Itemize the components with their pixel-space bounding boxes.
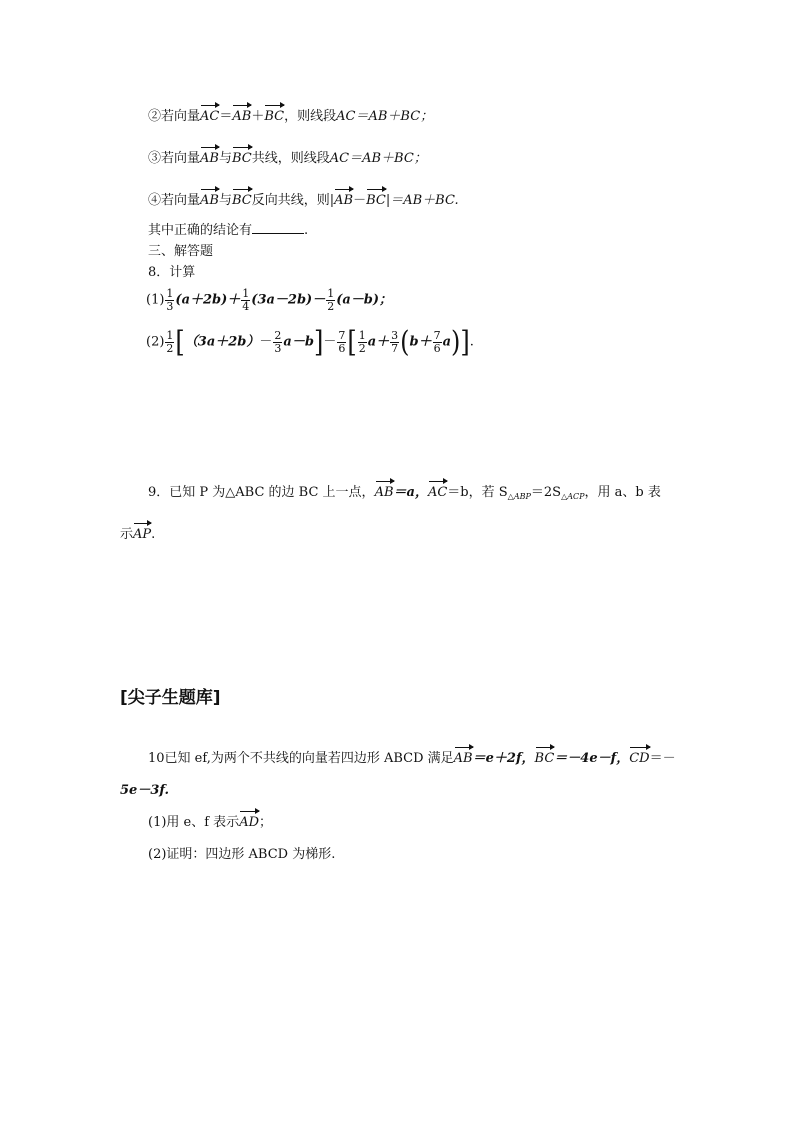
text: (1)用 e、f 表示	[148, 815, 240, 830]
text: ＝b，若 S	[447, 485, 508, 500]
segment-relation: AC＝AB＋BC；	[336, 109, 434, 124]
statement-2	[148, 110, 433, 123]
right-bracket: ]	[460, 325, 470, 359]
text: ＝	[219, 109, 233, 124]
question-9-cont	[120, 528, 155, 541]
expression: (a＋2b)＋	[175, 292, 241, 308]
item-number: ③	[148, 151, 162, 166]
text: 若向量	[161, 193, 201, 208]
answer-blank	[252, 233, 304, 234]
vector-ad: AD	[239, 815, 259, 830]
item-number: ④	[148, 193, 162, 208]
vector-ab: AB	[374, 485, 394, 500]
text: ，用 a、b 表	[584, 485, 661, 500]
left-bracket: [	[175, 325, 185, 359]
segment-relation: AC＝AB＋BC；	[329, 151, 427, 166]
text: ；	[259, 815, 273, 830]
vector-bc: BC	[232, 193, 252, 208]
question-8-title: 8．计算	[148, 265, 196, 280]
fraction: $\frac{7}{6}$	[433, 329, 441, 355]
statement-3	[148, 152, 427, 165]
vector-ac: AC	[427, 485, 448, 500]
question-bank-title: [尖子生题库]	[120, 688, 221, 708]
expression: a	[442, 334, 452, 350]
text: 若向量	[161, 151, 201, 166]
vector-bc: BC	[264, 109, 285, 124]
vector-bc: BC	[232, 151, 252, 166]
section-heading: 三、解答题	[148, 244, 214, 259]
question-10-part-1	[148, 816, 272, 829]
left-paren: (	[400, 325, 410, 359]
right-paren: )	[451, 325, 461, 359]
text: 若向量	[161, 109, 201, 124]
text: .	[304, 223, 309, 238]
text: .	[469, 334, 474, 350]
question-9	[148, 486, 661, 501]
expression: （3a＋2b）	[184, 334, 260, 350]
text: 10已知 ef,为两个不共线的向量若四边形 ABCD 满足	[148, 751, 454, 766]
fraction: $\frac{3}{7}$	[391, 329, 399, 355]
question-8-part-1	[146, 288, 392, 312]
item-number: ②	[148, 109, 162, 124]
text: ＝a，	[393, 485, 428, 500]
vector-ab: AB	[334, 193, 354, 208]
text: 反向共线，则|	[251, 193, 335, 208]
text: ＝－	[649, 751, 676, 766]
subscript: △ABP	[507, 492, 531, 501]
vector-ab: AB	[232, 109, 252, 124]
text: 与	[218, 151, 232, 166]
text: －	[323, 334, 337, 350]
expression: (a－b)；	[336, 292, 393, 308]
fraction: $\frac{1}{2}$	[166, 329, 174, 355]
fraction: $\frac{1}{3}$	[166, 287, 174, 313]
fraction: $\frac{1}{2}$	[358, 329, 366, 355]
part-label: (2)	[146, 334, 165, 350]
magnitude-relation: |＝AB＋BC.	[385, 193, 459, 208]
fraction: $\frac{7}{6}$	[338, 329, 346, 355]
expression: b＋	[409, 334, 432, 350]
text: 示	[120, 527, 134, 542]
vector-bc: BC	[534, 751, 555, 766]
expression: ＝－4e－f，	[554, 751, 630, 766]
fill-blank-prompt	[148, 224, 308, 237]
vector-ab: AB	[200, 193, 219, 208]
text: .	[151, 527, 156, 542]
vector-ab: AB	[453, 751, 473, 766]
expression: a－b	[283, 334, 314, 350]
fraction: $\frac{2}{3}$	[274, 329, 282, 355]
fraction: $\frac{1}{4}$	[242, 287, 250, 313]
vector-ab: AB	[200, 151, 219, 166]
question-10-part-2: (2)证明：四边形 ABCD 为梯形.	[148, 847, 336, 862]
text: －	[259, 334, 273, 350]
left-bracket: [	[347, 325, 357, 359]
text: 9．已知 P 为△ABC 的边 BC 上一点，	[148, 485, 375, 500]
text: －	[353, 193, 367, 208]
question-8-part-2	[146, 325, 474, 359]
text: 与	[218, 193, 232, 208]
question-10-cont: 5e－3f.	[120, 783, 170, 798]
vector-bc: BC	[366, 193, 386, 208]
text: ＋	[251, 109, 265, 124]
statement-4	[148, 194, 459, 207]
right-bracket: ]	[313, 325, 324, 359]
expression: ＝e＋2f，	[472, 751, 535, 766]
subscript: △ACP	[561, 492, 585, 501]
fraction: $\frac{1}{2}$	[327, 287, 335, 313]
vector-ap: AP	[133, 527, 152, 542]
text: ＝2S	[530, 485, 562, 500]
expression: a＋	[367, 334, 390, 350]
question-10	[148, 752, 676, 765]
text: 其中正确的结论有	[148, 223, 253, 238]
vector-ac: AC	[200, 109, 220, 124]
text: 共线，则线段	[251, 151, 330, 166]
part-label: (1)	[146, 292, 165, 308]
vector-cd: CD	[629, 751, 650, 766]
expression: (3a－2b)－	[251, 292, 326, 308]
text: ，则线段	[284, 109, 337, 124]
